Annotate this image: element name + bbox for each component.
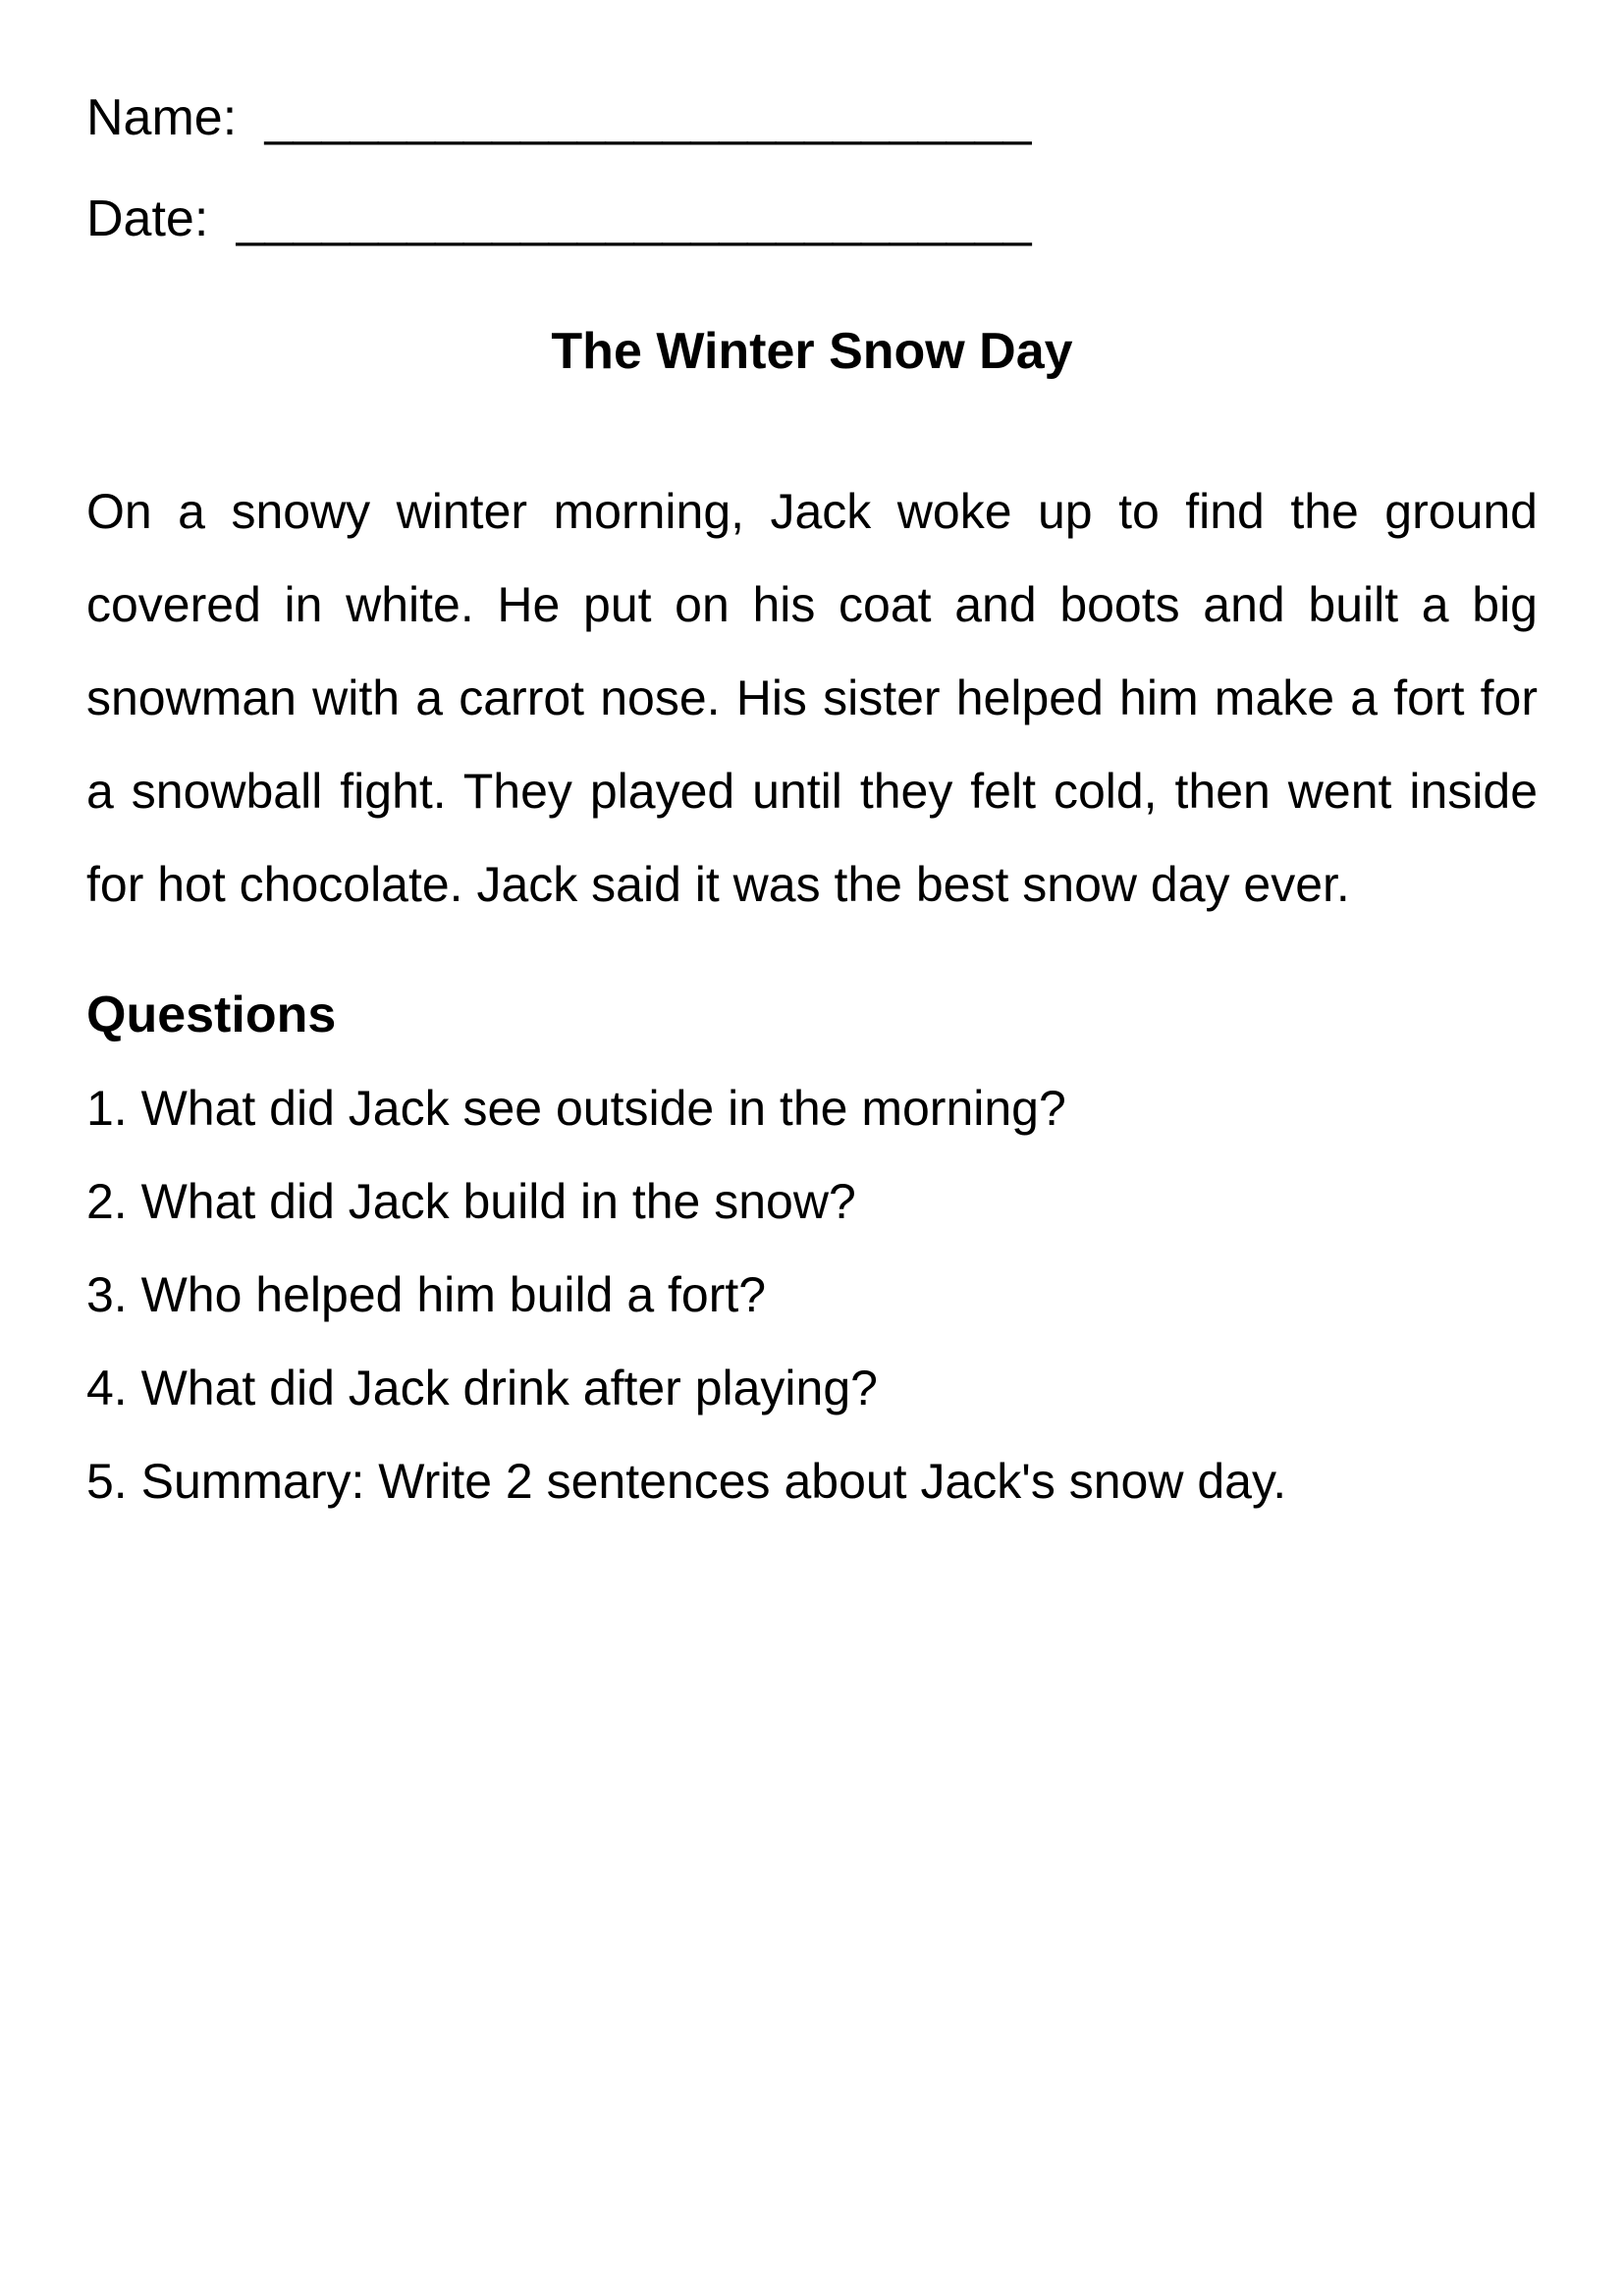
questions-list	[86, 1062, 1538, 1528]
question-item: 2. What did Jack build in the snow?	[86, 1174, 856, 1229]
date-blank-line: ____________________________	[236, 190, 1032, 247]
question-item: 4. What did Jack drink after playing?	[86, 1361, 878, 1415]
story-paragraph: On a snowy winter morning, Jack woke up to find the ground covered in white. He put on his coat and boots and built a big snowman with a carrot nose. His sister helped him make a fort for a snowball fight. They played until they felt cold, then went inside for hot chocolate. Jack said it was the best snow day ever.	[86, 484, 1538, 912]
date-field-row	[86, 190, 1538, 247]
name-label: Name:	[86, 89, 238, 146]
question-item: 1. What did Jack see outside in the morning?	[86, 1081, 1066, 1136]
worksheet-title: The Winter Snow Day	[551, 323, 1073, 380]
questions-heading: Questions	[86, 987, 337, 1043]
question-item: 5. Summary: Write 2 sentences about Jack's snow day.	[86, 1454, 1287, 1509]
question-item: 3. Who helped him build a fort?	[86, 1267, 767, 1322]
name-field-row	[86, 89, 1538, 146]
date-label: Date:	[86, 190, 209, 247]
name-blank-line: ___________________________	[264, 89, 1032, 146]
